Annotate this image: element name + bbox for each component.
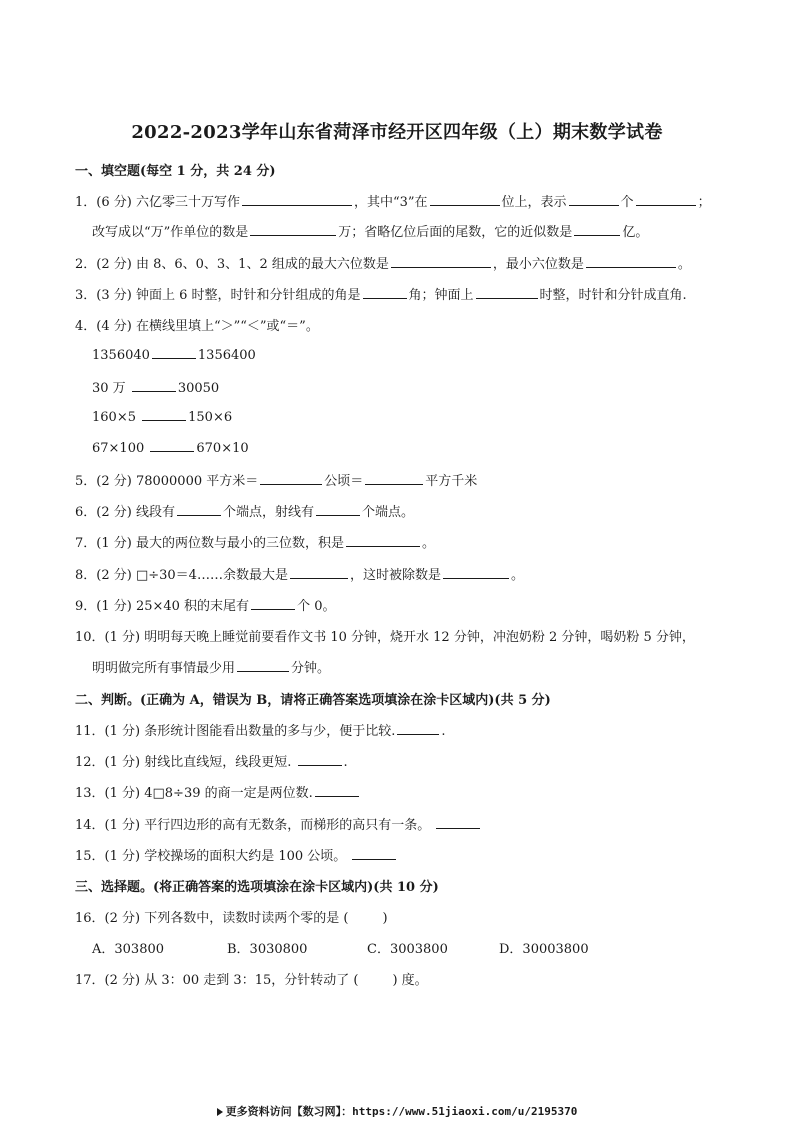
question-4: 4．(4 分) 在横线里填上“＞”“＜”或“＝”。 xyxy=(75,319,319,334)
option-c[interactable]: C．3003800 xyxy=(367,942,448,957)
question-8: 8．(2 分) □÷30＝4……余数最大是 ，这时被除数是 。 xyxy=(75,568,524,583)
question-1-line-1: 1．(6 分) 六亿零三十万写作 ，其中“3”在 位上，表示 个 ； xyxy=(75,195,711,210)
question-2: 2．(2 分) 由 8、6、0、3、1、2 组成的最大六位数是 ，最小六位数是 。 xyxy=(75,257,691,272)
answer-blank[interactable] xyxy=(316,503,360,516)
answer-blank[interactable] xyxy=(237,659,289,672)
footer-link[interactable]: 更多资料访问【数习网】：https://www.51jiaoxi.com/u/2195370 xyxy=(225,1105,578,1118)
question-4-item-4: 67×100 670×10 xyxy=(92,441,249,456)
exam-title: 2022-2023学年山东省菏泽市经开区四年级（上）期末数学试卷 xyxy=(131,122,663,143)
question-10-line-1: 10．(1 分) 明明每天晚上睡觉前要看作文书 10 分钟，烧开水 12 分钟，冲泡奶粉 2 分钟，喝奶粉 5 分钟， xyxy=(75,630,695,645)
answer-blank[interactable] xyxy=(569,193,619,206)
answer-blank[interactable] xyxy=(177,503,221,516)
answer-blank[interactable] xyxy=(476,286,538,299)
answer-blank[interactable] xyxy=(430,193,500,206)
question-4-item-1: 1356040 1356400 xyxy=(92,348,256,363)
answer-blank[interactable] xyxy=(346,534,420,547)
answer-blank[interactable] xyxy=(586,255,676,268)
section-true-false: 二、判断。(正确为 A，错误为 B，请将正确答案选项填涂在涂卡区域内)(共 5 分) xyxy=(75,693,551,708)
answer-blank[interactable] xyxy=(352,847,396,860)
question-16-options xyxy=(92,938,794,957)
question-7: 7．(1 分) 最大的两位数与最小的三位数，积是 。 xyxy=(75,536,435,551)
option-d[interactable]: D．30003800 xyxy=(499,942,589,957)
answer-blank[interactable] xyxy=(142,408,186,421)
answer-blank[interactable] xyxy=(251,597,295,610)
question-1-line-2: 改写成以“万”作单位的数是 万；省略亿位后面的尾数，它的近似数是 亿。 xyxy=(92,225,649,240)
question-9: 9．(1 分) 25×40 积的末尾有 个 0。 xyxy=(75,599,336,614)
question-4-item-3: 160×5 150×6 xyxy=(92,410,233,425)
answer-blank[interactable] xyxy=(250,223,336,236)
question-6: 6．(2 分) 线段有 个端点，射线有 个端点。 xyxy=(75,505,414,520)
question-16: 16．(2 分) 下列各数中，读数时读两个零的是 ( ) xyxy=(75,911,388,926)
question-3: 3．(3 分) 钟面上 6 时整，时针和分针组成的角是 角；钟面上 时整，时针和分针成直角. xyxy=(75,288,687,303)
answer-blank[interactable] xyxy=(150,439,194,452)
question-12: 12．(1 分) 射线比直线短，线段更短. . xyxy=(75,755,348,770)
answer-blank[interactable] xyxy=(132,379,176,392)
answer-blank[interactable] xyxy=(260,472,322,485)
answer-blank[interactable] xyxy=(365,472,423,485)
answer-blank[interactable] xyxy=(636,193,696,206)
question-13: 13．(1 分) 4□8÷39 的商一定是两位数. xyxy=(75,782,794,801)
answer-blank[interactable] xyxy=(443,566,509,579)
answer-blank[interactable] xyxy=(152,346,196,359)
option-b[interactable]: B．3030800 xyxy=(227,942,308,957)
answer-blank[interactable] xyxy=(315,784,359,797)
question-15: 15．(1 分) 学校操场的面积大约是 100 公顷。 xyxy=(75,845,794,864)
question-4-item-2: 30 万 30050 xyxy=(92,381,220,396)
flag-icon xyxy=(217,1108,223,1116)
option-a[interactable]: A．303800 xyxy=(92,942,165,957)
answer-blank[interactable] xyxy=(298,753,342,766)
footer xyxy=(0,1103,794,1119)
question-10-line-2: 明明做完所有事情最少用 分钟。 xyxy=(92,661,331,676)
section-fill-in: 一、填空题(每空 1 分，共 24 分) xyxy=(75,164,276,179)
answer-blank[interactable] xyxy=(436,816,480,829)
answer-blank[interactable] xyxy=(391,255,491,268)
question-14: 14．(1 分) 平行四边形的高有无数条，而梯形的高只有一条。 xyxy=(75,814,794,833)
answer-blank[interactable] xyxy=(242,193,352,206)
answer-blank[interactable] xyxy=(363,286,407,299)
question-17: 17．(2 分) 从 3：00 走到 3：15，分针转动了 ( ) 度。 xyxy=(75,973,428,988)
question-5: 5．(2 分) 78000000 平方米＝ 公顷＝ 平方千米 xyxy=(75,474,478,489)
answer-blank[interactable] xyxy=(290,566,348,579)
section-multiple-choice: 三、选择题。(将正确答案的选项填涂在涂卡区域内)(共 10 分) xyxy=(75,880,439,895)
answer-blank[interactable] xyxy=(574,223,620,236)
answer-blank[interactable] xyxy=(397,722,439,735)
question-11: 11．(1 分) 条形统计图能看出数量的多与少，便于比较. . xyxy=(75,724,446,739)
